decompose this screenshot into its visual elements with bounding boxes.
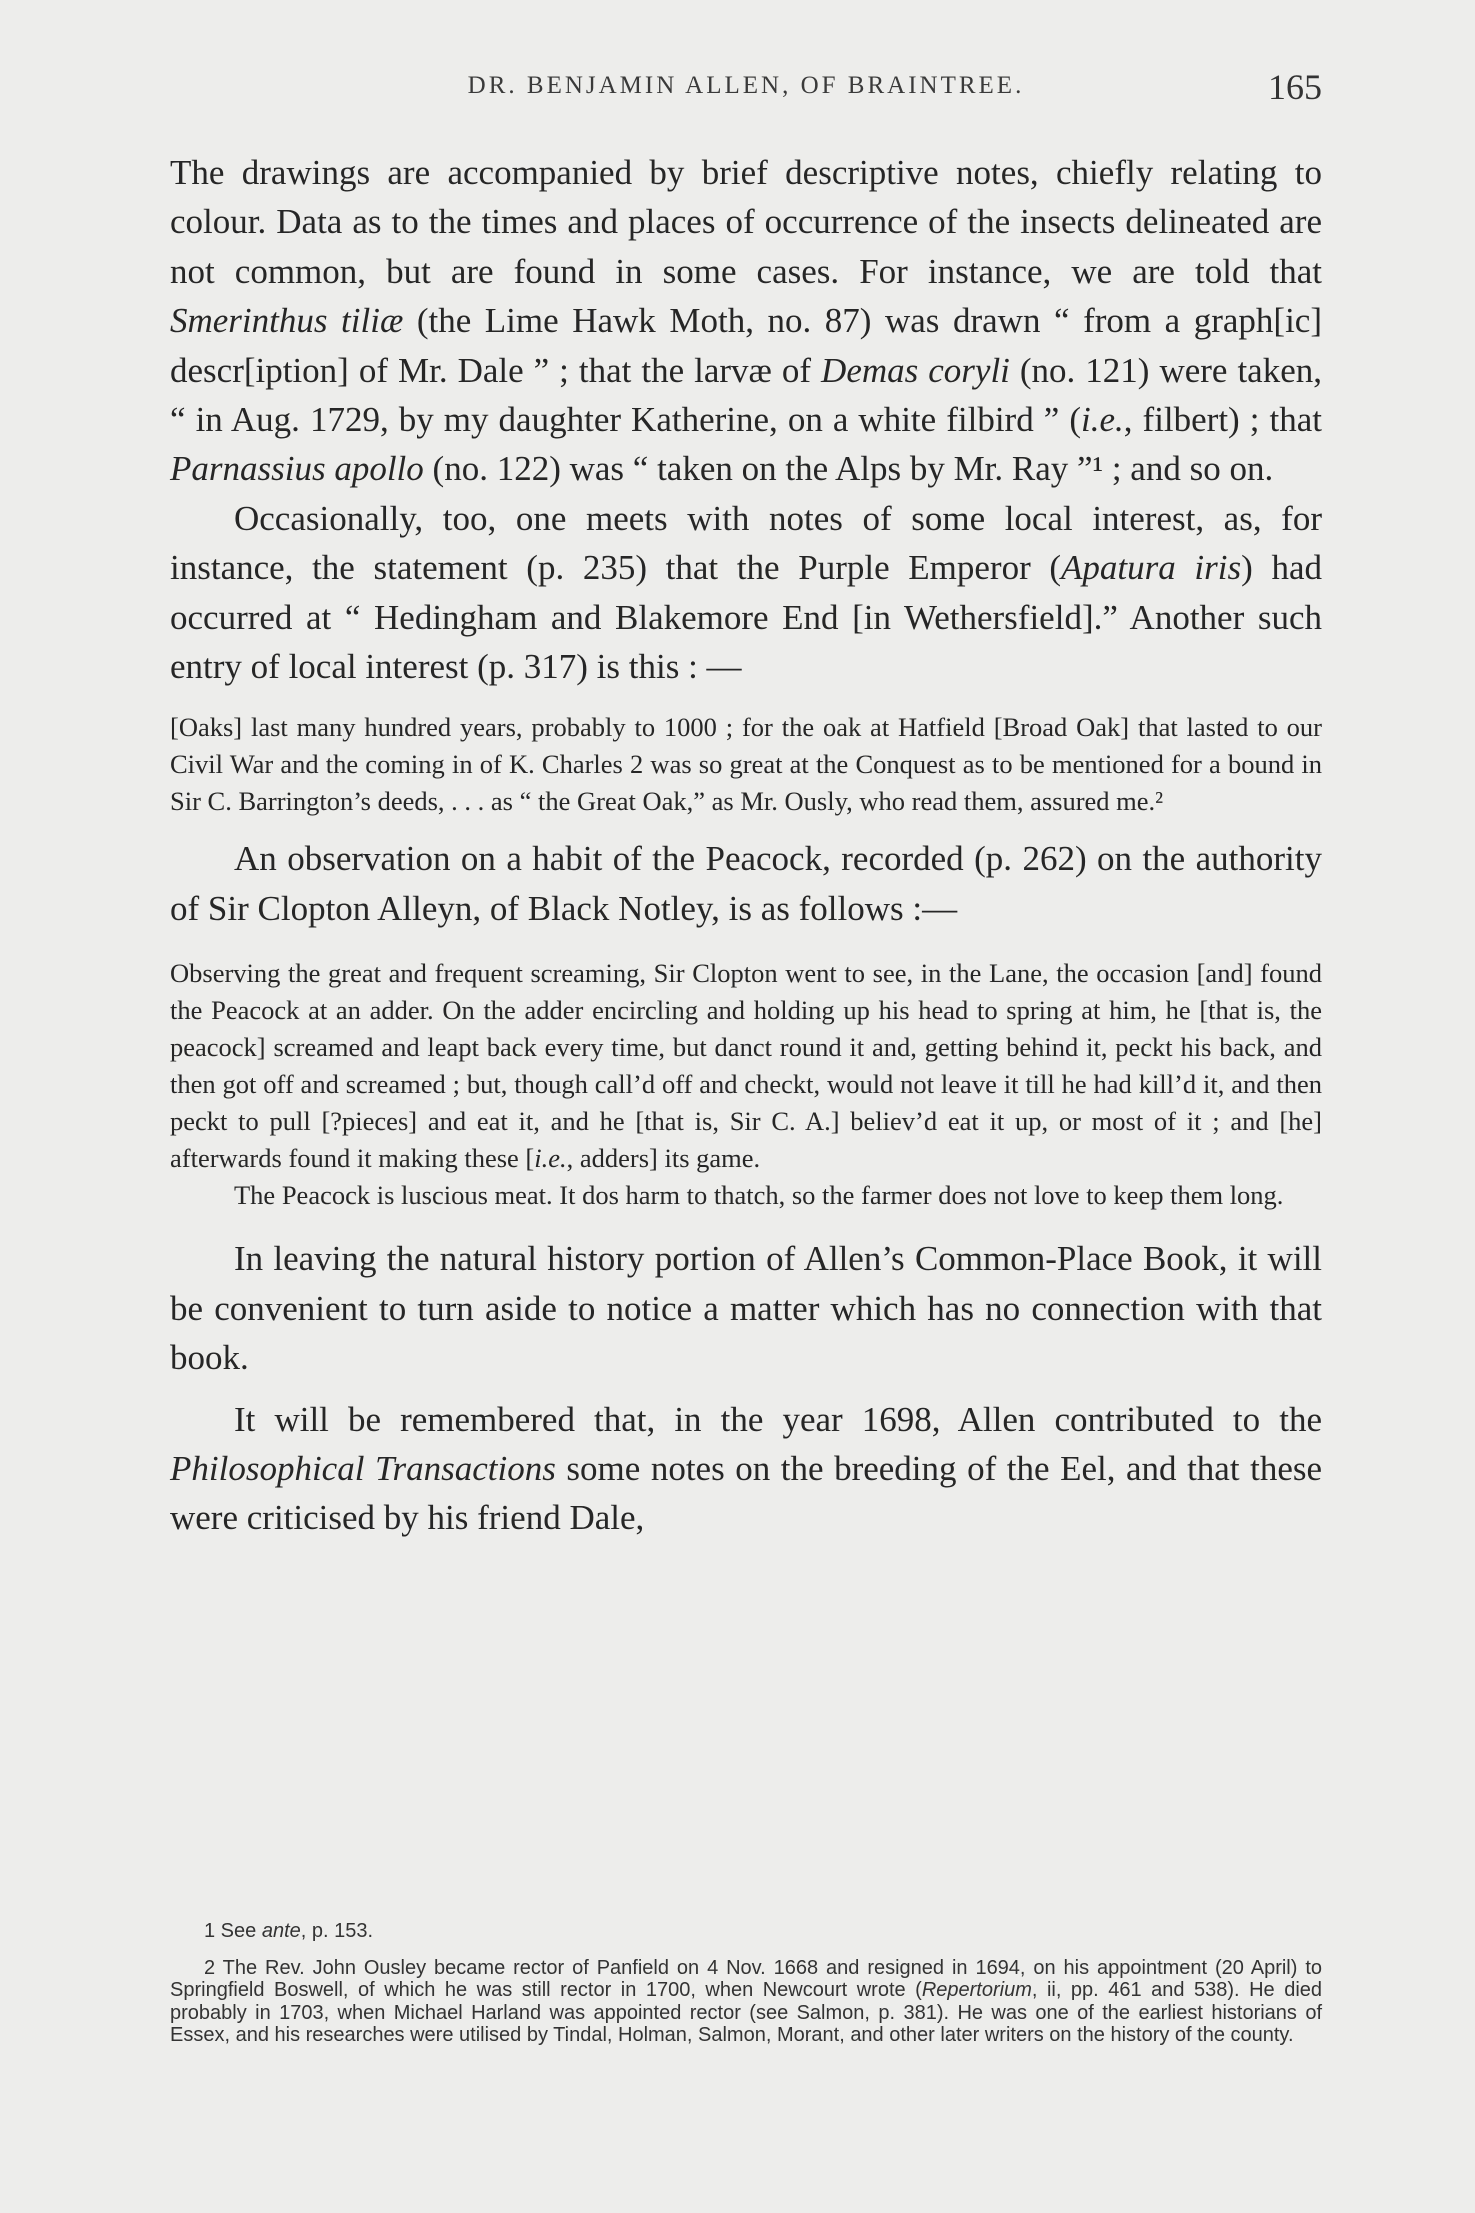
footnote-1 — [170, 1920, 1322, 1943]
footnotes — [170, 1920, 1322, 2047]
text-run: Occasionally, too, one meets with notes of some local interest, as, for instance, the statement (p. 235) that the Purple Emperor ( — [170, 498, 1322, 588]
abbreviation: i.e. — [1080, 400, 1124, 440]
abbreviation: i.e. — [534, 1143, 567, 1174]
paragraph-leaving: In leaving the natural history portion of Allen’s Common-Place Book, it will be convenient to turn aside to notice a matter which has no connection with that book. — [170, 1239, 1322, 1378]
species-name: Apatura iris — [1061, 548, 1242, 588]
journal-title: Philosophical Transactions — [170, 1448, 556, 1488]
text-run: , filbert) ; that — [1123, 400, 1322, 440]
text-run: It will be remembered that, in the year 1698, Allen contributed to the — [234, 1399, 1322, 1439]
paragraph-local-interest — [170, 494, 1322, 692]
text-run: , ii, pp. 461 and 538). He died probably in 1703, when Michael Harland was appointed rector (see Salmon, p. 381). He was one of the earliest historians of Essex, and his researches were utilised by Tindal, Holman, Salmon, Morant, and other later writers on the history of the county. — [170, 1979, 1323, 2046]
abbreviation: ante — [261, 1920, 301, 1942]
text-run: (the Lime Hawk Moth, no. 87) was drawn “ from a graph[ic] descr[iption] of Mr. Dale ” ; that the larvæ of — [170, 301, 1322, 390]
body-text — [170, 148, 1322, 1543]
species-name: Smerinthus tiliæ — [170, 301, 404, 341]
text-run: The drawings are accompanied by brief descriptive notes, chiefly relating to colour. Data as to the times and places of occurrence of the insects delineated are not common, but are found in some cases. For instance, we are told that — [170, 153, 1322, 291]
text-run: some notes on the breeding of the Eel, and that these were criticised by his friend Dale, — [170, 1448, 1323, 1538]
text-run: ) had occurred at “ Hedingham and Blakemore End [in Wethersfield].” Another such entry of local interest (p. 317) is this : — — [170, 548, 1322, 687]
text-run: , adders] its game. — [566, 1143, 761, 1174]
text-run: Observing the great and frequent screaming, Sir Clopton went to see, in the Lane, the occasion [and] found the Peacock at an adder. On the adder encircling and holding up his head to spring at him, he [that is, the peacock] screamed and leapt back every time, but danct round it and, getting behind it, peckt his back, and then got off and screamed ; but, though call’d off and checkt, would not leave it till he had kill’d it, and then peckt to pull [?pieces] and eat it, and he [that is, Sir C. A.] believ’d eat it up, or most of it ; and [he] afterwards found it making these [ — [170, 958, 1322, 1174]
text-run: (no. 122) was “ taken on the Alps by Mr. Ray ”¹ ; and so on. — [423, 449, 1274, 489]
footnote-2 — [170, 1957, 1322, 2047]
species-name: Demas coryli — [821, 350, 1010, 390]
text-run: , p. 153. — [300, 1920, 374, 1942]
running-head-title: DR. BENJAMIN ALLEN, OF BRAINTREE. — [467, 72, 1025, 99]
paragraph-drawings — [170, 148, 1322, 494]
paragraph-peacock: An observation on a habit of the Peacock, recorded (p. 262) on the authority of Sir Clopton Alleyn, of Black Notley, is as follows :— — [170, 839, 1322, 928]
text-run: 1 See — [204, 1920, 262, 1942]
work-title: Repertorium — [921, 1979, 1032, 2001]
text-run: 2 The Rev. John Ousley became rector of Panfield on 4 Nov. 1668 and resigned in 1694, on his appointment (20 April) to Springfield Boswell, of which he was still rector in 1700, when Newcourt wrote ( — [170, 1956, 1322, 2001]
quote-oaks: [Oaks] last many hundred years, probably to 1000 ; for the oak at Hatfield [Broad Oak] that lasted to our Civil War and the coming in of K. Charles 2 was so great at the Conquest as to be mentioned for a bound in Sir C. Barrington’s deeds, . . . as “ the Great Oak,” as Mr. Ously, who read them, assured me.² — [170, 712, 1322, 817]
text-run: (no. 121) were taken, “ in Aug. 1729, by my daughter Katherine, on a white filbird ” ( — [170, 350, 1322, 440]
running-head — [170, 66, 1322, 126]
quote-peacock-meat: The Peacock is luscious meat. It dos harm to thatch, so the farmer does not love to keep them long. — [234, 1180, 1284, 1211]
page-number: 165 — [1268, 67, 1322, 107]
species-name: Parnassius apollo — [170, 449, 424, 489]
paragraph-eel — [170, 1395, 1322, 1543]
quote-peacock-adder — [170, 955, 1322, 1177]
